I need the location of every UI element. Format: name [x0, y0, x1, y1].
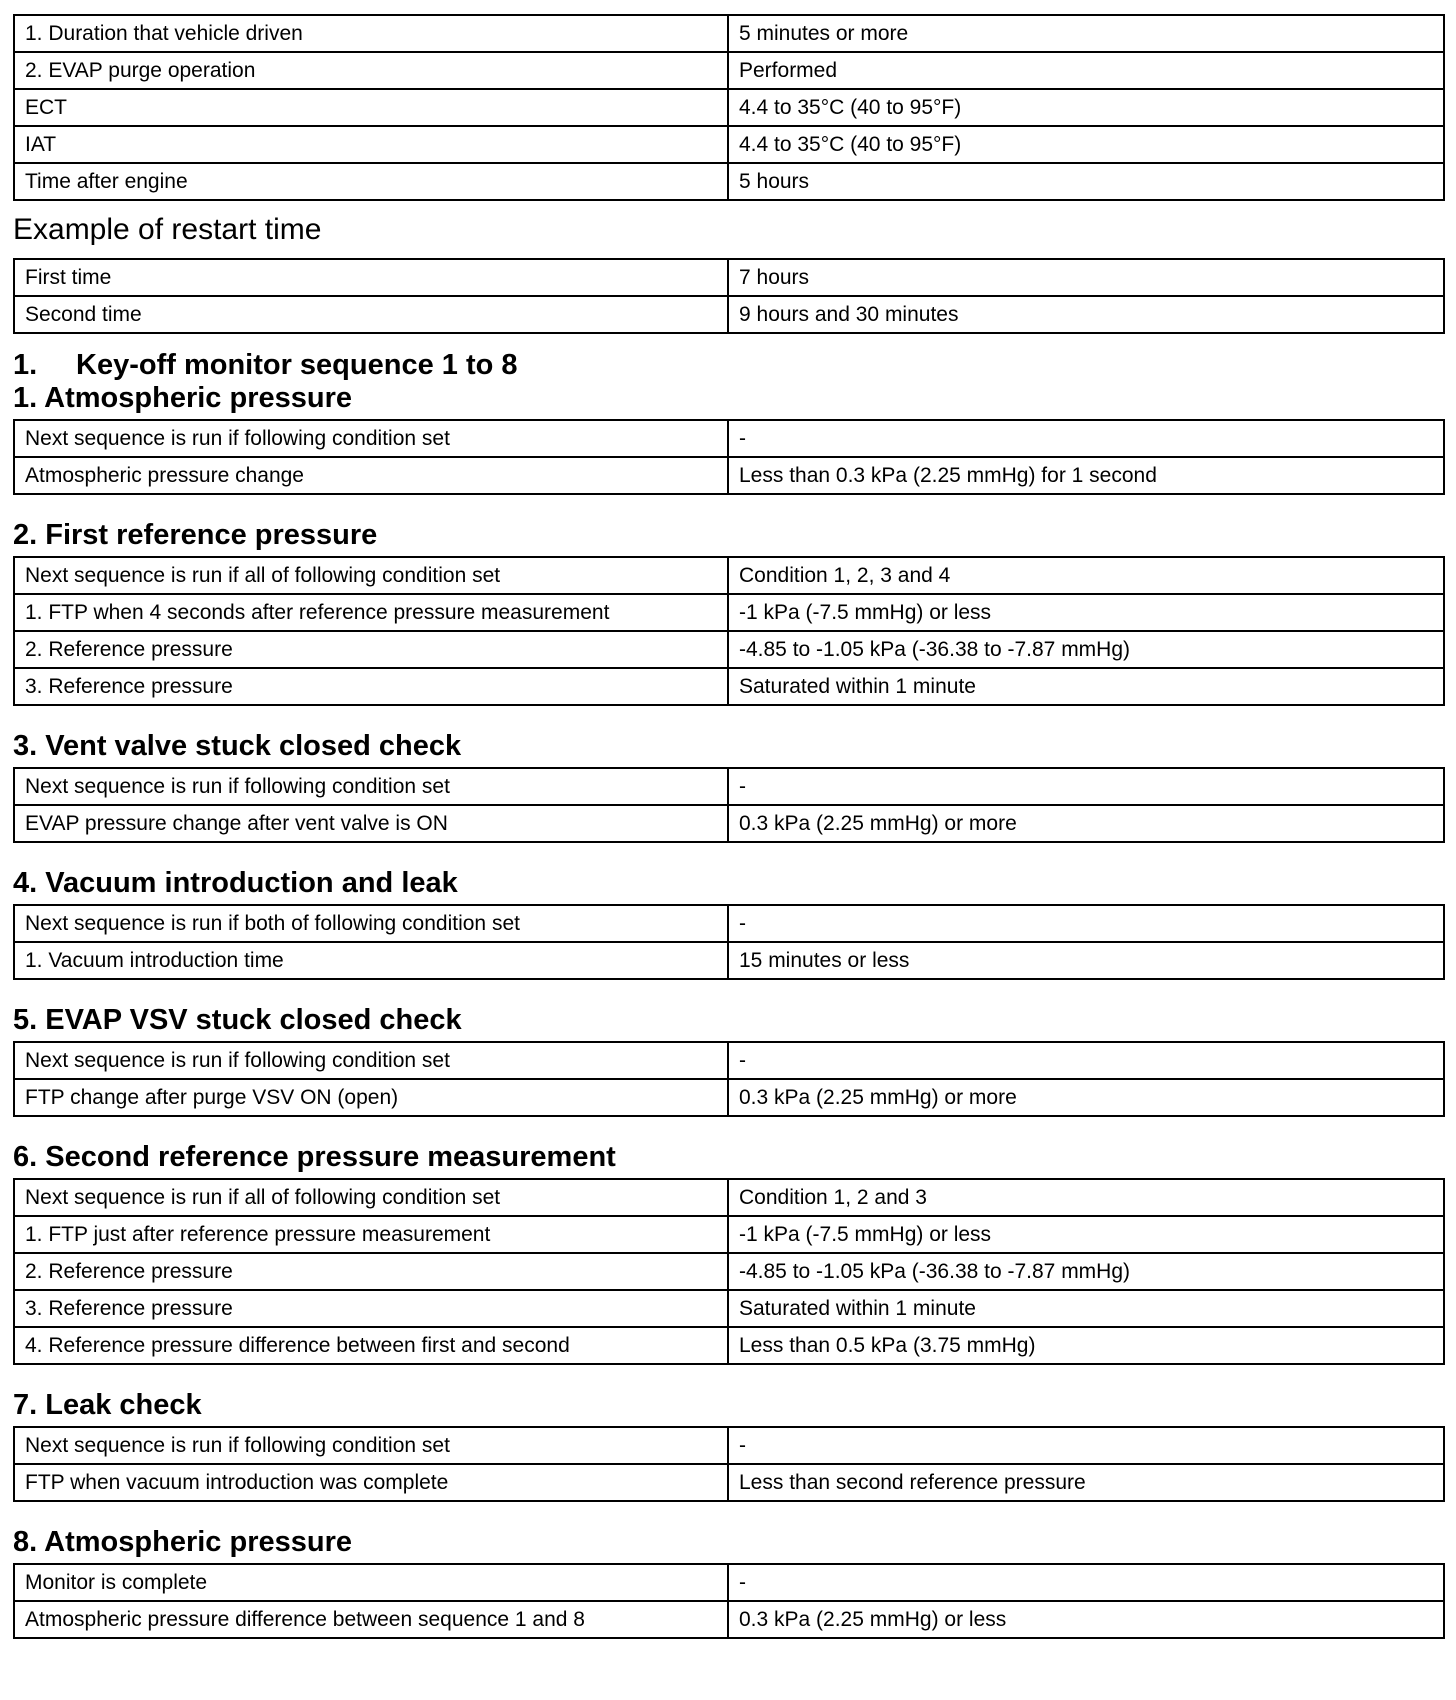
sequence-section	[13, 1142, 1443, 1365]
section-table	[13, 1041, 1445, 1117]
table-row	[14, 163, 1444, 200]
table-row	[14, 1327, 1444, 1364]
condition-cell: 1. FTP when 4 seconds after reference pressure measurement	[14, 594, 728, 631]
condition-cell: 1. FTP just after reference pressure measurement	[14, 1216, 728, 1253]
condition-cell: 1. Duration that vehicle driven	[14, 15, 728, 52]
section-table	[13, 1563, 1445, 1639]
sequence-section	[13, 1527, 1443, 1639]
sequence-section	[13, 731, 1443, 843]
value-cell: -4.85 to -1.05 kPa (-36.38 to -7.87 mmHg)	[728, 631, 1444, 668]
condition-cell: Next sequence is run if both of following condition set	[14, 905, 728, 942]
condition-cell: Time after engine	[14, 163, 728, 200]
table-row	[14, 631, 1444, 668]
table-row	[14, 420, 1444, 457]
condition-cell: FTP change after purge VSV ON (open)	[14, 1079, 728, 1116]
table-row	[14, 1564, 1444, 1601]
monitor-heading-number: 1.	[13, 349, 38, 381]
section-table	[13, 1426, 1445, 1502]
table-row	[14, 1216, 1444, 1253]
condition-cell: 2. EVAP purge operation	[14, 52, 728, 89]
condition-cell: 2. Reference pressure	[14, 631, 728, 668]
table-row	[14, 905, 1444, 942]
value-cell: -	[728, 1042, 1444, 1079]
sequence-section	[13, 1390, 1443, 1502]
condition-cell: Next sequence is run if following condition set	[14, 1042, 728, 1079]
value-cell: 0.3 kPa (2.25 mmHg) or more	[728, 1079, 1444, 1116]
condition-cell: ECT	[14, 89, 728, 126]
section-table	[13, 767, 1445, 843]
value-cell: 0.3 kPa (2.25 mmHg) or less	[728, 1601, 1444, 1638]
value-cell: 9 hours and 30 minutes	[728, 296, 1444, 333]
table-row	[14, 942, 1444, 979]
monitor-heading-text: Key-off monitor sequence 1 to 8	[76, 349, 518, 381]
table-row	[14, 768, 1444, 805]
table-row	[14, 1290, 1444, 1327]
section-title: 2. First reference pressure	[13, 519, 378, 551]
section-title: 6. Second reference pressure measurement	[13, 1141, 616, 1173]
intro-conditions-table	[13, 14, 1445, 201]
condition-cell: Next sequence is run if all of following condition set	[14, 557, 728, 594]
table-row	[14, 557, 1444, 594]
table-row	[14, 1042, 1444, 1079]
table-row	[14, 296, 1444, 333]
monitor-sequence-heading	[13, 350, 1443, 380]
value-cell: Performed	[728, 52, 1444, 89]
condition-cell: 3. Reference pressure	[14, 668, 728, 705]
value-cell: 5 hours	[728, 163, 1444, 200]
table-row	[14, 1079, 1444, 1116]
value-cell: Condition 1, 2, 3 and 4	[728, 557, 1444, 594]
table-row	[14, 594, 1444, 631]
table-row	[14, 1601, 1444, 1638]
value-cell: -	[728, 1427, 1444, 1464]
value-cell: Less than second reference pressure	[728, 1464, 1444, 1501]
table-row	[14, 15, 1444, 52]
value-cell: Condition 1, 2 and 3	[728, 1179, 1444, 1216]
condition-cell: Monitor is complete	[14, 1564, 728, 1601]
value-cell: -1 kPa (-7.5 mmHg) or less	[728, 1216, 1444, 1253]
sequence-section	[13, 1005, 1443, 1117]
restart-time-table	[13, 258, 1445, 334]
section-title: 3. Vent valve stuck closed check	[13, 730, 462, 762]
value-cell: -1 kPa (-7.5 mmHg) or less	[728, 594, 1444, 631]
sequence-section	[13, 520, 1443, 706]
condition-cell: Next sequence is run if following condition set	[14, 768, 728, 805]
condition-cell: Second time	[14, 296, 728, 333]
table-row	[14, 1179, 1444, 1216]
table-row	[14, 1253, 1444, 1290]
condition-cell: Atmospheric pressure change	[14, 457, 728, 494]
sequence-sections	[13, 383, 1443, 1639]
condition-cell: FTP when vacuum introduction was complete	[14, 1464, 728, 1501]
section-table	[13, 1178, 1445, 1365]
section-title: 7. Leak check	[13, 1389, 202, 1421]
condition-cell: 4. Reference pressure difference between first and second	[14, 1327, 728, 1364]
value-cell: -	[728, 905, 1444, 942]
table-row	[14, 1464, 1444, 1501]
condition-cell: Atmospheric pressure difference between sequence 1 and 8	[14, 1601, 728, 1638]
table-row	[14, 126, 1444, 163]
section-title: 8. Atmospheric pressure	[13, 1526, 352, 1558]
value-cell: 15 minutes or less	[728, 942, 1444, 979]
value-cell: 0.3 kPa (2.25 mmHg) or more	[728, 805, 1444, 842]
table-row	[14, 457, 1444, 494]
value-cell: -	[728, 1564, 1444, 1601]
condition-cell: Next sequence is run if following condition set	[14, 1427, 728, 1464]
value-cell: Saturated within 1 minute	[728, 668, 1444, 705]
value-cell: 7 hours	[728, 259, 1444, 296]
condition-cell: IAT	[14, 126, 728, 163]
section-table	[13, 904, 1445, 980]
table-row	[14, 1427, 1444, 1464]
condition-cell: Next sequence is run if following condition set	[14, 420, 728, 457]
table-row	[14, 52, 1444, 89]
section-table	[13, 419, 1445, 495]
value-cell: 4.4 to 35°C (40 to 95°F)	[728, 89, 1444, 126]
condition-cell: Next sequence is run if all of following condition set	[14, 1179, 728, 1216]
document-body	[13, 14, 1443, 1639]
condition-cell: 3. Reference pressure	[14, 1290, 728, 1327]
condition-cell: 2. Reference pressure	[14, 1253, 728, 1290]
value-cell: -	[728, 768, 1444, 805]
value-cell: Less than 0.5 kPa (3.75 mmHg)	[728, 1327, 1444, 1364]
value-cell: -4.85 to -1.05 kPa (-36.38 to -7.87 mmHg)	[728, 1253, 1444, 1290]
table-row	[14, 805, 1444, 842]
table-row	[14, 89, 1444, 126]
value-cell: Saturated within 1 minute	[728, 1290, 1444, 1327]
sequence-section	[13, 383, 1443, 495]
section-title: 5. EVAP VSV stuck closed check	[13, 1004, 462, 1036]
value-cell: 4.4 to 35°C (40 to 95°F)	[728, 126, 1444, 163]
section-title: 4. Vacuum introduction and leak	[13, 867, 458, 899]
condition-cell: First time	[14, 259, 728, 296]
sequence-section	[13, 868, 1443, 980]
value-cell: 5 minutes or more	[728, 15, 1444, 52]
table-row	[14, 259, 1444, 296]
restart-time-heading: Example of restart time	[13, 213, 322, 246]
condition-cell: EVAP pressure change after vent valve is ON	[14, 805, 728, 842]
condition-cell: 1. Vacuum introduction time	[14, 942, 728, 979]
section-title: 1. Atmospheric pressure	[13, 382, 352, 414]
section-table	[13, 556, 1445, 706]
value-cell: Less than 0.3 kPa (2.25 mmHg) for 1 second	[728, 457, 1444, 494]
value-cell: -	[728, 420, 1444, 457]
table-row	[14, 668, 1444, 705]
